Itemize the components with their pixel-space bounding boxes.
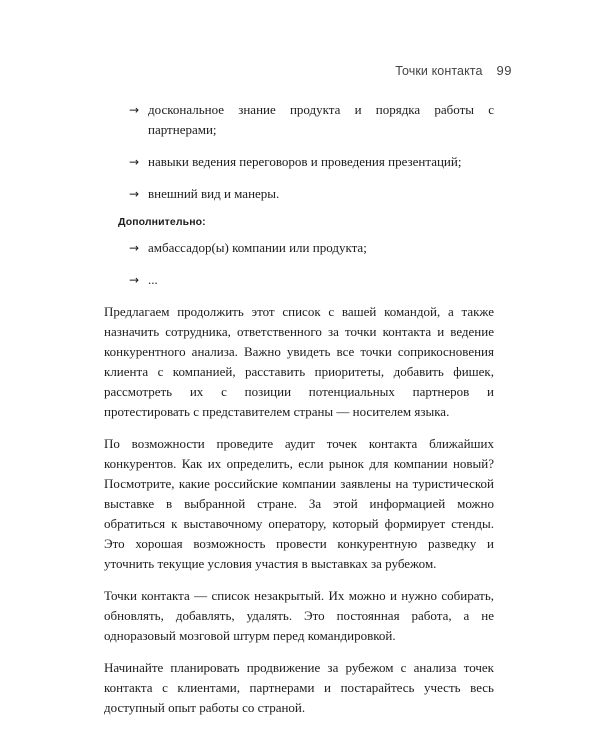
- list-item: [104, 100, 494, 140]
- paragraph: По возможности проведите аудит точек контакта ближайших конкурентов. Как их определить, если рынок для компании новый? Посмотрите, какие российские компании заявлены на туристической выставке в выбранной стране. За этой информацией можно обратиться к выставочному оператору, который формирует стенды. Это хорошая возможность провести конкурентную разведку и уточнить текущие условия участия в выставках за рубежом.: [104, 436, 494, 571]
- page-content: [104, 100, 494, 730]
- list-item-text: ...: [148, 272, 158, 287]
- arrow-right-icon: →: [129, 155, 140, 169]
- paragraph: Предлагаем продолжить этот список с вашей командой, а также назначить сотрудника, ответственного за точки контакта и ведение конкурентного анализа. Важно увидеть все точки соприкосновения клиента с компанией, расставить приоритеты, добавить фишек, рассмотреть их с позиции потенциальных партнеров и протестировать с представителем страны — носителем языка.: [104, 304, 494, 419]
- list-item: [104, 270, 494, 290]
- additional-heading: Дополнительно:: [118, 216, 206, 228]
- arrow-right-icon: →: [129, 103, 140, 117]
- arrow-right-icon: →: [129, 187, 140, 201]
- arrow-right-icon: →: [129, 241, 140, 255]
- list-item-text: навыки ведения переговоров и проведения презентаций;: [148, 154, 462, 169]
- list-item-text: амбассадор(ы) компании или продукта;: [148, 240, 367, 255]
- paragraph: Начинайте планировать продвижение за рубежом с анализа точек контакта с клиентами, партнерами и постарайтесь учесть весь доступный опыт работы со страной.: [104, 660, 494, 715]
- list-item: [104, 184, 494, 204]
- paragraph: Точки контакта — список незакрытый. Их можно и нужно собирать, обновлять, добавлять, удалять. Это постоянная работа, а не одноразовый мозговой штурм перед командировкой.: [104, 588, 494, 643]
- list-item: [104, 152, 494, 172]
- list-item-text: внешний вид и манеры.: [148, 186, 280, 201]
- main-list: [104, 100, 494, 204]
- page-number: 99: [496, 63, 512, 78]
- additional-list: [104, 238, 494, 290]
- running-title: Точки контакта: [395, 64, 483, 78]
- list-item: [104, 238, 494, 258]
- arrow-right-icon: →: [129, 273, 140, 287]
- running-header: [395, 63, 512, 78]
- list-item-text: доскональное знание продукта и порядка работы с партнерами;: [148, 102, 494, 137]
